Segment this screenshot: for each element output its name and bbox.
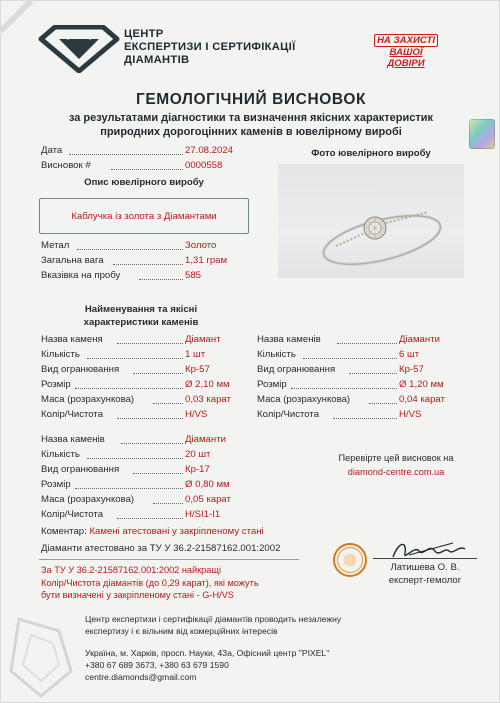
subtitle-line-1: за результатами діагностики та визначення якісних характеристик (68, 112, 434, 124)
contacts (85, 647, 329, 683)
official-seal-icon (333, 543, 367, 577)
dots (133, 373, 183, 374)
stone-field-label: Назва каменів (41, 434, 105, 445)
stone-row (257, 349, 467, 361)
company-logo (37, 25, 121, 73)
stone-row (41, 494, 241, 506)
stone-field-label: Розмір (257, 379, 287, 390)
stone-row (257, 364, 467, 376)
org-line-1: ЦЕНТР (124, 28, 164, 40)
stone-row (41, 464, 241, 476)
weight-value: 1,31 грам (185, 255, 228, 266)
probe-label: Вказівка на пробу (41, 270, 121, 281)
item-description: Каблучка із золота з Діамантами (71, 210, 217, 222)
disclaimer-line-2: експертизу і є вільним від комерційних інтересів (85, 626, 278, 636)
date-label: Дата (41, 145, 63, 156)
dots (369, 403, 397, 404)
stone-field-label: Кількість (257, 349, 296, 360)
document-title: ГЕМОЛОГІЧНИЙ ВИСНОВОК (135, 91, 367, 108)
ring-image-icon (278, 164, 464, 278)
dots (117, 518, 183, 519)
stone-field-value: Ø 1,20 мм (399, 379, 444, 390)
dots (117, 343, 183, 344)
document-subtitle (1, 111, 500, 139)
number-row (41, 160, 241, 172)
verify-text: Перевірте цей висновок на (338, 453, 454, 463)
org-line-2: ЕКСПЕРТИЗИ І СЕРТИФІКАЦІЇ (124, 41, 296, 53)
stone-field-value: 6 шт (399, 349, 420, 360)
disclaimer-line-1: Центр експертизи і сертифікації діамантів проводить незалежну (85, 614, 342, 624)
signature-icon (389, 539, 469, 563)
signer-name: Латишева О. В. (390, 562, 460, 573)
dots (113, 264, 183, 265)
stone-field-label: Назва каменя (41, 334, 103, 345)
stone-field-value: Кр-57 (185, 364, 210, 375)
verify-link[interactable]: diamond-centre.com.ua (347, 467, 445, 477)
weight-label: Загальна вага (41, 255, 104, 266)
stone-field-value: 0,03 карат (185, 394, 231, 405)
stone-field-value: Ø 0,80 мм (185, 479, 230, 490)
stones-heading-line-2: характеристики каменів (83, 317, 199, 328)
metal-value: Золото (185, 240, 217, 251)
stone-row (41, 449, 241, 461)
stone-field-value: Діамант (185, 334, 221, 345)
stone-field-label: Розмір (41, 379, 71, 390)
note-line-1: За ТУ У 36.2-21587162.001:2002 найкращі (41, 565, 221, 575)
phones: +380 67 689 3673, +380 63 679 1590 (85, 660, 229, 670)
dots (133, 473, 183, 474)
stone-row (41, 509, 241, 521)
stone-field-value: Кр-17 (185, 464, 210, 475)
dots (117, 418, 183, 419)
stones-heading (41, 303, 241, 329)
hologram-sticker (469, 119, 495, 149)
photo-label: Фото ювелірного виробу (311, 148, 431, 159)
certified-text: Діаманти атестовано за ТУ У 36.2-2158716​2.001:2002 (41, 543, 281, 554)
note-line-2: Колір/Чистота діамантів (до 0,29 карат), які можуть (41, 577, 259, 588)
dots (153, 403, 183, 404)
stone-row (41, 379, 241, 391)
slogan-line-1: НА ЗАХИСТІ (374, 34, 438, 47)
dots (291, 388, 397, 389)
stone-field-label: Маса (розрахункова) (41, 494, 135, 505)
signature-line (373, 558, 477, 559)
stone-field-value: Діаманти (185, 434, 226, 445)
note-block (41, 564, 259, 602)
stone-row (41, 434, 241, 446)
stone-row (41, 479, 241, 491)
divider (39, 559, 299, 560)
dots (333, 418, 397, 419)
dots (111, 169, 183, 170)
dots (69, 154, 183, 155)
comment-text: Камені атестовані у закріпленому стані (89, 526, 264, 537)
dots (153, 503, 183, 504)
address: Україна, м. Харків, просп. Науки, 43а, Офісний центр "PIXEL" (85, 648, 330, 658)
comment-label: Коментар: (41, 526, 87, 537)
dots (337, 343, 397, 344)
disclaimer (85, 613, 341, 637)
stone-field-value: 20 шт (185, 449, 211, 460)
stone-field-label: Вид огранювання (257, 364, 336, 375)
signer-role: експерт-гемолог (388, 575, 462, 586)
stone-field-label: Колір/Чистота (41, 409, 104, 420)
stone-field-label: Вид огранювання (41, 364, 120, 375)
number-value: 0000558 (185, 160, 223, 171)
stone-field-value: 0,05 карат (185, 494, 231, 505)
stone-field-value: 0,04 карат (399, 394, 445, 405)
stone-row (41, 334, 241, 346)
date-value: 27.08.2024 (185, 145, 234, 156)
stone-field-label: Розмір (41, 479, 71, 490)
dots (75, 488, 183, 489)
subtitle-line-2: природних дорогоцінних каменів в ювелірному виробі (100, 126, 402, 138)
stone-field-label: Маса (розрахункова) (41, 394, 135, 405)
metal-row (41, 240, 241, 252)
org-line-3: ДІАМАНТІВ (124, 54, 190, 66)
stone-field-label: Колір/Чистота (257, 409, 320, 420)
stones-heading-line-1: Найменування та якісні (84, 304, 198, 315)
stone-field-label: Маса (розрахункова) (257, 394, 351, 405)
slogan-stamp (363, 34, 449, 67)
stone-row (257, 379, 467, 391)
dots (139, 279, 183, 280)
stone-row (41, 364, 241, 376)
comment-row (41, 526, 264, 537)
dots (87, 458, 183, 459)
stone-field-label: Назва каменів (257, 334, 321, 345)
stone-row (41, 409, 241, 421)
dots (303, 358, 397, 359)
stone-field-label: Вид огранювання (41, 464, 120, 475)
dots (87, 358, 183, 359)
stone-field-value: 1 шт (185, 349, 206, 360)
stone-field-label: Колір/Чистота (41, 509, 104, 520)
weight-row (41, 255, 241, 267)
item-description-box (39, 198, 249, 234)
probe-row (41, 270, 241, 282)
stone-row (41, 349, 241, 361)
date-row (41, 145, 241, 157)
dots (75, 388, 183, 389)
stone-field-value: H/SI1-I1 (185, 509, 221, 520)
slogan-line-3: ДОВІРИ (387, 58, 425, 69)
diamond-logo-icon (37, 25, 121, 73)
stone-field-value: Діаманти (399, 334, 440, 345)
signature-block (373, 561, 477, 587)
dots (349, 373, 397, 374)
slogan-line-2: ВАШОЇ (389, 47, 423, 58)
stone-field-value: H/VS (185, 409, 208, 420)
number-label: Висновок # (41, 160, 91, 171)
stone-field-value: Ø 2,10 мм (185, 379, 230, 390)
stone-row (257, 334, 467, 346)
note-line-3: бути визначені у закріпленому стані - G-H/VS (41, 590, 234, 600)
dots (77, 249, 183, 250)
probe-value: 585 (185, 270, 202, 281)
stone-field-label: Кількість (41, 349, 80, 360)
stone-row (41, 394, 241, 406)
verify-block (321, 451, 471, 479)
metal-label: Метал (41, 240, 70, 251)
stone-field-label: Кількість (41, 449, 80, 460)
jewelry-photo (278, 164, 464, 278)
stone-field-value: Кр-57 (399, 364, 424, 375)
dots (121, 443, 183, 444)
stone-row (257, 394, 467, 406)
item-description-heading: Опис ювелірного виробу (84, 177, 204, 188)
email[interactable]: centre.diamonds@gmail.com (85, 672, 197, 682)
organization-name (124, 28, 295, 67)
stone-row (257, 409, 467, 421)
stone-field-value: H/VS (399, 409, 422, 420)
